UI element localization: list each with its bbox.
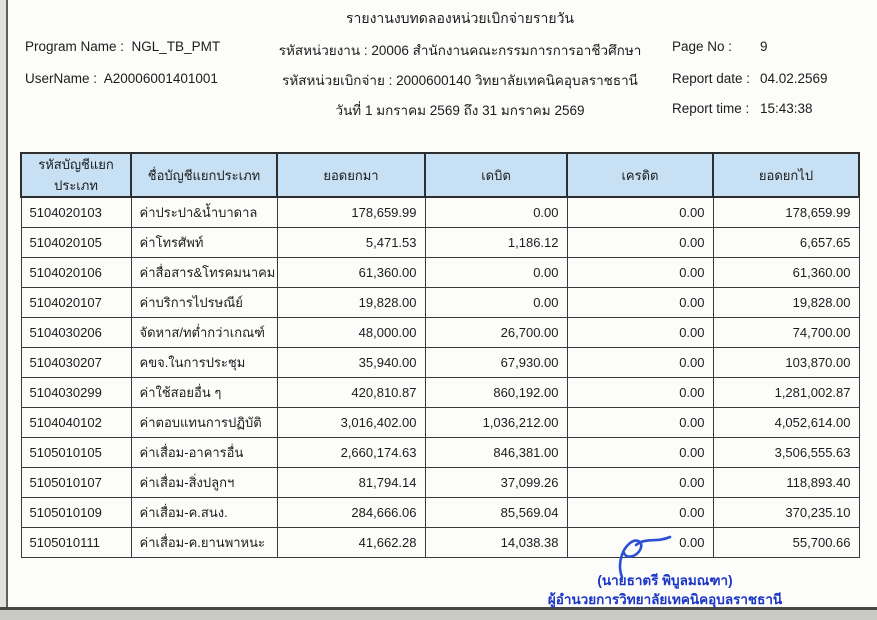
col-header-account-name: ชื่อบัญชีแยกประเภท bbox=[131, 153, 277, 197]
carry-forward-cell: 4,052,614.00 bbox=[713, 408, 859, 438]
carry-forward-cell: 19,828.00 bbox=[713, 288, 859, 318]
col-header-debit: เดบิต bbox=[425, 153, 567, 197]
account-code-cell: 5104020105 bbox=[21, 228, 131, 258]
username-label: UserName : bbox=[25, 71, 98, 86]
carry-forward-cell: 3,506,555.63 bbox=[713, 438, 859, 468]
account-name-cell: ค่าเสื่อม-ค.ยานพาหนะ bbox=[131, 528, 277, 558]
table-row bbox=[21, 228, 859, 258]
brought-forward-cell: 81,794.14 bbox=[277, 468, 425, 498]
program-name-value: NGL_TB_PMT bbox=[131, 39, 221, 54]
account-name-cell: ค่าตอบแทนการปฏิบัติ bbox=[131, 408, 277, 438]
debit-cell: 0.00 bbox=[425, 197, 567, 228]
debit-cell: 85,569.04 bbox=[425, 498, 567, 528]
credit-cell: 0.00 bbox=[567, 378, 713, 408]
credit-cell: 0.00 bbox=[567, 228, 713, 258]
credit-cell: 0.00 bbox=[567, 318, 713, 348]
debit-cell: 0.00 bbox=[425, 258, 567, 288]
account-name-cell: ค่าโทรศัพท์ bbox=[131, 228, 277, 258]
table-row bbox=[21, 468, 859, 498]
table-row bbox=[21, 378, 859, 408]
brought-forward-cell: 5,471.53 bbox=[277, 228, 425, 258]
debit-cell: 0.00 bbox=[425, 288, 567, 318]
username-value: A20006001401001 bbox=[103, 71, 218, 86]
credit-cell: 0.00 bbox=[567, 528, 713, 558]
brought-forward-cell: 48,000.00 bbox=[277, 318, 425, 348]
credit-cell: 0.00 bbox=[567, 468, 713, 498]
signer-name: (นายธาตรี พิบูลมณฑา) bbox=[597, 573, 733, 588]
debit-cell: 26,700.00 bbox=[425, 318, 567, 348]
signer-title: ผู้อำนวยการวิทยาลัยเทคนิคอุบลราชธานี bbox=[547, 592, 783, 607]
brought-forward-cell: 284,666.06 bbox=[277, 498, 425, 528]
disbursement-unit-line: รหัสหน่วยเบิกจ่าย : 2000600140 วิทยาลัยเทคนิคอุบลราชธานี bbox=[282, 73, 638, 88]
account-code-cell: 5104030207 bbox=[21, 348, 131, 378]
account-code-cell: 5104030206 bbox=[21, 318, 131, 348]
username-line bbox=[25, 71, 218, 86]
debit-cell: 67,930.00 bbox=[425, 348, 567, 378]
brought-forward-cell: 420,810.87 bbox=[277, 378, 425, 408]
report-time-value: 15:43:38 bbox=[760, 101, 813, 116]
carry-forward-cell: 178,659.99 bbox=[713, 197, 859, 228]
account-code-cell: 5105010105 bbox=[21, 438, 131, 468]
col-header-brought-forward: ยอดยกมา bbox=[277, 153, 425, 197]
credit-cell: 0.00 bbox=[567, 288, 713, 318]
col-header-credit: เครดิต bbox=[567, 153, 713, 197]
carry-forward-cell: 74,700.00 bbox=[713, 318, 859, 348]
table-row bbox=[21, 498, 859, 528]
account-code-cell: 5104020103 bbox=[21, 197, 131, 228]
carry-forward-cell: 118,893.40 bbox=[713, 468, 859, 498]
account-name-cell: ค่าเสื่อม-สิ่งปลูกฯ bbox=[131, 468, 277, 498]
credit-cell: 0.00 bbox=[567, 408, 713, 438]
account-code-cell: 5104030299 bbox=[21, 378, 131, 408]
brought-forward-cell: 178,659.99 bbox=[277, 197, 425, 228]
brought-forward-cell: 35,940.00 bbox=[277, 348, 425, 378]
program-name-label: Program Name : bbox=[25, 39, 125, 54]
report-time-line bbox=[672, 101, 813, 116]
report-date-label: Report date : bbox=[672, 71, 751, 86]
table-header-row bbox=[21, 153, 859, 197]
account-name-cell: ค่าใช้สอยอื่น ๆ bbox=[131, 378, 277, 408]
account-name-cell: ค่าสื่อสาร&โทรคมนาคม bbox=[131, 258, 277, 288]
carry-forward-cell: 1,281,002.87 bbox=[713, 378, 859, 408]
report-time-label: Report time : bbox=[672, 101, 750, 116]
report-title: รายงานงบทดลองหน่วยเบิกจ่ายรายวัน bbox=[345, 10, 574, 26]
table-row bbox=[21, 408, 859, 438]
account-name-cell: คขจ.ในการประชุม bbox=[131, 348, 277, 378]
account-name-cell: จัดหาส/ทต่ำกว่าเกณฑ์ bbox=[131, 318, 277, 348]
carry-forward-cell: 103,870.00 bbox=[713, 348, 859, 378]
credit-cell: 0.00 bbox=[567, 258, 713, 288]
brought-forward-cell: 61,360.00 bbox=[277, 258, 425, 288]
debit-cell: 1,186.12 bbox=[425, 228, 567, 258]
carry-forward-cell: 370,235.10 bbox=[713, 498, 859, 528]
page-number-line bbox=[672, 39, 768, 54]
account-code-cell: 5104020106 bbox=[21, 258, 131, 288]
table-row bbox=[21, 318, 859, 348]
brought-forward-cell: 19,828.00 bbox=[277, 288, 425, 318]
carry-forward-cell: 55,700.66 bbox=[713, 528, 859, 558]
page-number-value: 9 bbox=[760, 39, 768, 54]
table-row bbox=[21, 348, 859, 378]
debit-cell: 14,038.38 bbox=[425, 528, 567, 558]
debit-cell: 1,036,212.00 bbox=[425, 408, 567, 438]
account-name-cell: ค่าเสื่อม-ค.สนง. bbox=[131, 498, 277, 528]
scan-bottom-edge bbox=[0, 610, 877, 620]
brought-forward-cell: 3,016,402.00 bbox=[277, 408, 425, 438]
credit-cell: 0.00 bbox=[567, 197, 713, 228]
col-header-carry-forward: ยอดยกไป bbox=[713, 153, 859, 197]
account-code-cell: 5105010109 bbox=[21, 498, 131, 528]
brought-forward-cell: 41,662.28 bbox=[277, 528, 425, 558]
date-range-line: วันที่ 1 มกราคม 2569 ถึง 31 มกราคม 2569 bbox=[335, 103, 585, 118]
debit-cell: 846,381.00 bbox=[425, 438, 567, 468]
table-body bbox=[21, 197, 859, 558]
account-code-cell: 5104020107 bbox=[21, 288, 131, 318]
credit-cell: 0.00 bbox=[567, 438, 713, 468]
agency-code-line: รหัสหน่วยงาน : 20006 สำนักงานคณะกรรมการการอาชีวศึกษา bbox=[278, 43, 642, 58]
signature-block bbox=[470, 571, 860, 609]
table-row bbox=[21, 528, 859, 558]
account-name-cell: ค่าเสื่อม-อาคารอื่น bbox=[131, 438, 277, 468]
account-code-cell: 5104040102 bbox=[21, 408, 131, 438]
scan-left-edge-line bbox=[6, 0, 8, 613]
trial-balance-table bbox=[20, 152, 860, 558]
table-row bbox=[21, 288, 859, 318]
carry-forward-cell: 61,360.00 bbox=[713, 258, 859, 288]
program-name-line bbox=[25, 39, 220, 54]
report-date-line bbox=[672, 71, 828, 86]
page-number-label: Page No : bbox=[672, 39, 733, 54]
debit-cell: 860,192.00 bbox=[425, 378, 567, 408]
credit-cell: 0.00 bbox=[567, 498, 713, 528]
credit-cell: 0.00 bbox=[567, 348, 713, 378]
report-date-value: 04.02.2569 bbox=[760, 71, 828, 86]
account-code-cell: 5105010111 bbox=[21, 528, 131, 558]
account-code-cell: 5105010107 bbox=[21, 468, 131, 498]
account-name-cell: ค่าบริการไปรษณีย์ bbox=[131, 288, 277, 318]
table-row bbox=[21, 258, 859, 288]
carry-forward-cell: 6,657.65 bbox=[713, 228, 859, 258]
debit-cell: 37,099.26 bbox=[425, 468, 567, 498]
table-row bbox=[21, 197, 859, 228]
table-row bbox=[21, 438, 859, 468]
account-name-cell: ค่าประปา&น้ำบาดาล bbox=[131, 197, 277, 228]
brought-forward-cell: 2,660,174.63 bbox=[277, 438, 425, 468]
col-header-account-code: รหัสบัญชีแยกประเภท bbox=[21, 153, 131, 197]
